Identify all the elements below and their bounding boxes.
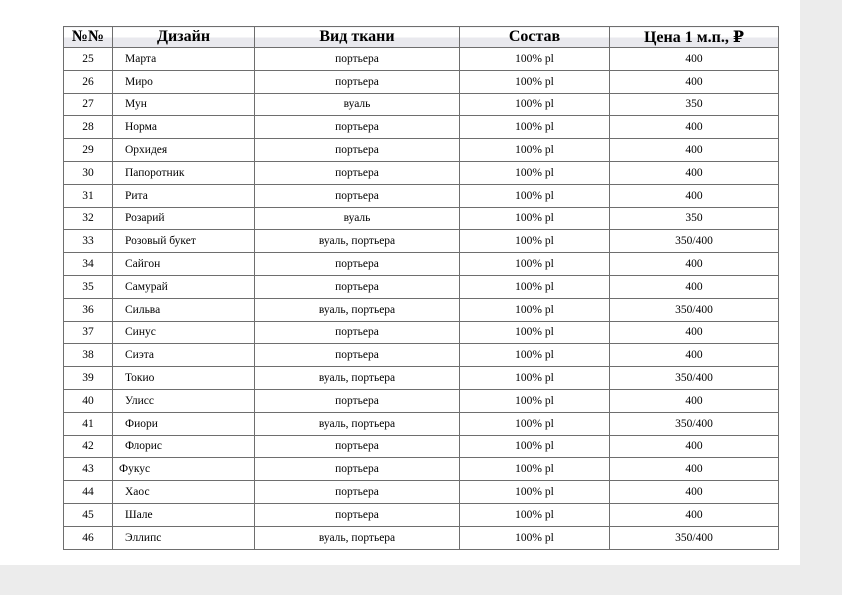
row-design: Мун	[113, 93, 255, 116]
row-design: Сильва	[113, 298, 255, 321]
table-row	[64, 412, 779, 435]
row-composition: 100% pl	[460, 253, 610, 276]
header-design: Дизайн	[113, 27, 255, 48]
row-price: 350/400	[610, 230, 779, 253]
row-number: 30	[64, 161, 113, 184]
row-design: Сайгон	[113, 253, 255, 276]
table-row	[64, 93, 779, 116]
row-number: 43	[64, 458, 113, 481]
row-price: 350/400	[610, 298, 779, 321]
row-design: Орхидея	[113, 139, 255, 162]
row-composition: 100% pl	[460, 275, 610, 298]
row-number: 38	[64, 344, 113, 367]
row-price: 400	[610, 503, 779, 526]
table-row	[64, 298, 779, 321]
header-number: №№	[64, 27, 113, 48]
row-fabric-type: портьера	[255, 321, 460, 344]
row-fabric-type: вуаль, портьера	[255, 298, 460, 321]
row-number: 42	[64, 435, 113, 458]
row-number: 25	[64, 48, 113, 71]
table-row	[64, 70, 779, 93]
row-fabric-type: портьера	[255, 184, 460, 207]
row-composition: 100% pl	[460, 389, 610, 412]
table-row	[64, 275, 779, 298]
row-price: 400	[610, 48, 779, 71]
table-row	[64, 481, 779, 504]
row-composition: 100% pl	[460, 321, 610, 344]
row-number: 37	[64, 321, 113, 344]
row-design: Хаос	[113, 481, 255, 504]
table-row	[64, 526, 779, 549]
table-row	[64, 458, 779, 481]
row-composition: 100% pl	[460, 230, 610, 253]
row-fabric-type: вуаль	[255, 93, 460, 116]
row-number: 34	[64, 253, 113, 276]
row-composition: 100% pl	[460, 412, 610, 435]
row-design: Марта	[113, 48, 255, 71]
table-row	[64, 503, 779, 526]
row-price: 400	[610, 184, 779, 207]
row-number: 46	[64, 526, 113, 549]
row-fabric-type: вуаль, портьера	[255, 367, 460, 390]
row-number: 39	[64, 367, 113, 390]
row-composition: 100% pl	[460, 367, 610, 390]
price-table	[63, 26, 779, 550]
row-price: 400	[610, 275, 779, 298]
row-design: Эллипс	[113, 526, 255, 549]
row-price: 400	[610, 344, 779, 367]
row-design: Фукус	[113, 458, 255, 481]
row-fabric-type: портьера	[255, 503, 460, 526]
row-composition: 100% pl	[460, 70, 610, 93]
row-number: 44	[64, 481, 113, 504]
table-row	[64, 253, 779, 276]
row-composition: 100% pl	[460, 139, 610, 162]
row-design: Синус	[113, 321, 255, 344]
row-composition: 100% pl	[460, 458, 610, 481]
row-number: 26	[64, 70, 113, 93]
table-row	[64, 161, 779, 184]
row-price: 400	[610, 161, 779, 184]
row-fabric-type: портьера	[255, 389, 460, 412]
row-price: 400	[610, 321, 779, 344]
row-fabric-type: портьера	[255, 48, 460, 71]
row-fabric-type: портьера	[255, 481, 460, 504]
row-composition: 100% pl	[460, 184, 610, 207]
row-number: 32	[64, 207, 113, 230]
row-fabric-type: портьера	[255, 116, 460, 139]
table-row	[64, 207, 779, 230]
table-row	[64, 139, 779, 162]
row-number: 36	[64, 298, 113, 321]
row-design: Шале	[113, 503, 255, 526]
row-fabric-type: вуаль	[255, 207, 460, 230]
row-fabric-type: портьера	[255, 161, 460, 184]
row-fabric-type: портьера	[255, 139, 460, 162]
row-price: 400	[610, 435, 779, 458]
row-number: 27	[64, 93, 113, 116]
row-composition: 100% pl	[460, 435, 610, 458]
row-number: 33	[64, 230, 113, 253]
table-row	[64, 48, 779, 71]
row-design: Миро	[113, 70, 255, 93]
row-price: 350	[610, 93, 779, 116]
row-design: Флорис	[113, 435, 255, 458]
table-row	[64, 116, 779, 139]
row-number: 35	[64, 275, 113, 298]
row-fabric-type: вуаль, портьера	[255, 412, 460, 435]
row-design: Самурай	[113, 275, 255, 298]
table-row	[64, 230, 779, 253]
row-price: 400	[610, 481, 779, 504]
table-row	[64, 367, 779, 390]
row-composition: 100% pl	[460, 503, 610, 526]
row-design: Фиори	[113, 412, 255, 435]
row-design: Папоротник	[113, 161, 255, 184]
row-price: 400	[610, 253, 779, 276]
row-composition: 100% pl	[460, 298, 610, 321]
row-composition: 100% pl	[460, 161, 610, 184]
table-row	[64, 344, 779, 367]
row-composition: 100% pl	[460, 48, 610, 71]
row-number: 28	[64, 116, 113, 139]
row-number: 41	[64, 412, 113, 435]
row-number: 29	[64, 139, 113, 162]
row-price: 350/400	[610, 412, 779, 435]
row-fabric-type: портьера	[255, 458, 460, 481]
row-price: 350/400	[610, 526, 779, 549]
row-design: Улисс	[113, 389, 255, 412]
row-composition: 100% pl	[460, 207, 610, 230]
row-price: 350/400	[610, 367, 779, 390]
row-fabric-type: вуаль, портьера	[255, 230, 460, 253]
row-composition: 100% pl	[460, 481, 610, 504]
row-number: 40	[64, 389, 113, 412]
row-composition: 100% pl	[460, 93, 610, 116]
row-number: 31	[64, 184, 113, 207]
row-design: Норма	[113, 116, 255, 139]
row-design: Розарий	[113, 207, 255, 230]
header-fabric-type: Вид ткани	[255, 27, 460, 48]
table-header-row	[64, 27, 779, 48]
row-price: 400	[610, 458, 779, 481]
row-design: Розовый букет	[113, 230, 255, 253]
row-composition: 100% pl	[460, 116, 610, 139]
header-price: Цена 1 м.п., ₽	[610, 27, 779, 48]
table-row	[64, 321, 779, 344]
row-design: Рита	[113, 184, 255, 207]
row-design: Сиэта	[113, 344, 255, 367]
row-composition: 100% pl	[460, 344, 610, 367]
row-price: 400	[610, 139, 779, 162]
table-row	[64, 184, 779, 207]
row-design: Токио	[113, 367, 255, 390]
row-price: 400	[610, 116, 779, 139]
row-price: 350	[610, 207, 779, 230]
header-composition: Состав	[460, 27, 610, 48]
table-body	[64, 48, 779, 550]
row-composition: 100% pl	[460, 526, 610, 549]
row-fabric-type: вуаль, портьера	[255, 526, 460, 549]
row-fabric-type: портьера	[255, 70, 460, 93]
row-fabric-type: портьера	[255, 253, 460, 276]
row-fabric-type: портьера	[255, 435, 460, 458]
row-number: 45	[64, 503, 113, 526]
table-row	[64, 389, 779, 412]
row-fabric-type: портьера	[255, 275, 460, 298]
table-row	[64, 435, 779, 458]
row-price: 400	[610, 389, 779, 412]
row-fabric-type: портьера	[255, 344, 460, 367]
row-price: 400	[610, 70, 779, 93]
